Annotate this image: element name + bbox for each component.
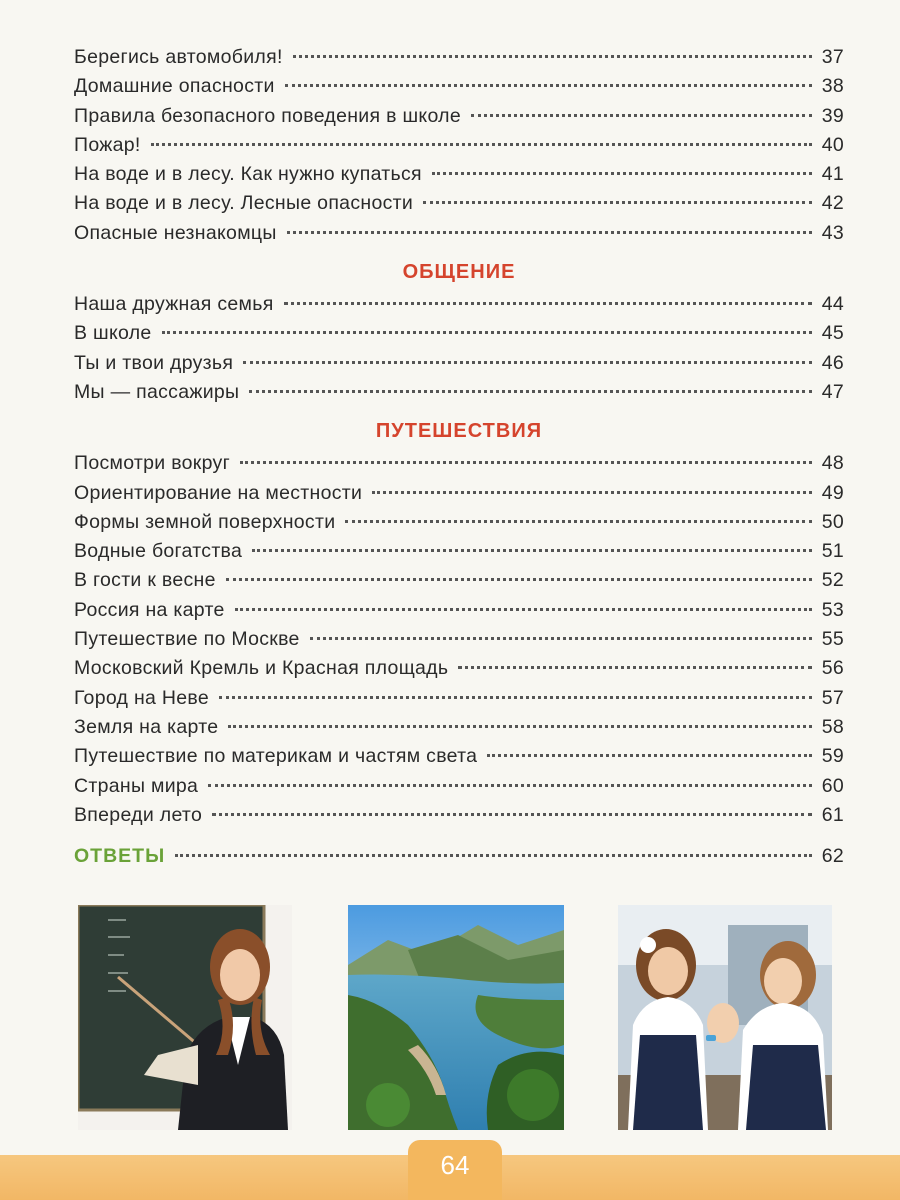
dot-leader xyxy=(293,55,812,58)
section-heading-communication: ОБЩЕНИЕ xyxy=(402,261,516,284)
toc-entry-title: В гости к весне xyxy=(74,569,216,592)
dot-leader xyxy=(212,813,812,816)
toc-entry-page: 58 xyxy=(821,715,844,738)
toc-entry[interactable] xyxy=(74,75,844,104)
toc-entry-page: 62 xyxy=(821,845,844,868)
toc-entry-page: 39 xyxy=(821,104,844,127)
toc-entry-page: 55 xyxy=(821,628,844,651)
toc-entry-title: Опасные незнакомцы xyxy=(74,221,277,244)
dot-leader xyxy=(219,696,812,699)
toc-entry-title: Путешествие по Москве xyxy=(74,628,300,651)
toc-entry[interactable] xyxy=(74,482,844,511)
toc-entry-title: В школе xyxy=(74,322,152,345)
toc-group-communication xyxy=(74,293,844,410)
dot-leader xyxy=(226,578,812,581)
toc-entry[interactable] xyxy=(74,46,844,75)
toc-entry-title: Правила безопасного поведения в школе xyxy=(74,104,461,127)
schoolgirls-photo xyxy=(618,905,832,1130)
toc-entry-page: 48 xyxy=(821,452,844,475)
teacher-photo xyxy=(78,905,292,1130)
toc-entry-page: 37 xyxy=(821,46,844,68)
toc-entry[interactable] xyxy=(74,134,844,163)
dot-leader xyxy=(208,784,812,787)
toc-entry[interactable] xyxy=(74,192,844,221)
dot-leader xyxy=(240,461,812,464)
toc-entry-title: Путешествие по материкам и частям света xyxy=(74,745,478,768)
dot-leader xyxy=(151,143,812,146)
toc-entry-title: Город на Неве xyxy=(74,686,210,709)
dot-leader xyxy=(423,201,812,204)
toc-entry-title: Пожар! xyxy=(74,133,141,156)
toc-entry-title: Земля на карте xyxy=(74,715,219,738)
toc-entry-page: 56 xyxy=(821,657,844,680)
toc-entry[interactable] xyxy=(74,352,844,381)
river-landscape-photo xyxy=(348,905,564,1130)
dot-leader xyxy=(285,84,812,87)
toc-entry[interactable] xyxy=(74,657,844,686)
dot-leader xyxy=(243,361,812,364)
dot-leader xyxy=(458,666,812,669)
dot-leader xyxy=(175,854,812,857)
toc-entry-page: 52 xyxy=(821,569,844,592)
dot-leader xyxy=(487,754,812,757)
toc-entry[interactable] xyxy=(74,687,844,716)
toc-entry-page: 44 xyxy=(821,293,844,316)
toc-entry-page: 43 xyxy=(821,221,844,244)
toc-entry-page: 50 xyxy=(821,510,844,533)
toc-entry-page: 42 xyxy=(821,192,844,215)
toc-entry-page: 46 xyxy=(821,351,844,374)
toc-entry[interactable] xyxy=(74,775,844,804)
toc-entry-page: 60 xyxy=(821,774,844,797)
toc-entry-page: 38 xyxy=(821,75,844,98)
dot-leader xyxy=(162,331,812,334)
toc-entry[interactable] xyxy=(74,569,844,598)
toc-entry-page: 59 xyxy=(821,745,844,768)
toc-entry-page: 61 xyxy=(821,803,844,826)
toc-entry[interactable] xyxy=(74,599,844,628)
dot-leader xyxy=(287,231,812,234)
toc-entry-page: 40 xyxy=(821,133,844,156)
dot-leader xyxy=(471,114,812,117)
dot-leader xyxy=(228,725,812,728)
toc-entry-title: Домашние опасности xyxy=(74,75,275,98)
dot-leader xyxy=(249,390,812,393)
toc-entry-title: Россия на карте xyxy=(74,598,225,621)
toc-entry-page: 51 xyxy=(821,540,844,563)
toc-entry-title: Формы земной поверхности xyxy=(74,510,336,533)
toc-entry-answers[interactable] xyxy=(74,845,844,874)
toc-group-travel xyxy=(74,452,844,833)
dot-leader xyxy=(345,520,812,523)
toc-entry-title: ОТВЕТЫ xyxy=(74,845,166,868)
toc-entry[interactable] xyxy=(74,452,844,481)
toc-group-safety xyxy=(74,46,844,251)
toc-entry-title: Наша дружная семья xyxy=(74,293,274,316)
toc-entry[interactable] xyxy=(74,628,844,657)
dot-leader xyxy=(310,637,812,640)
toc-entry[interactable] xyxy=(74,293,844,322)
toc-entry-title: Московский Кремль и Красная площадь xyxy=(74,657,449,680)
toc-entry-title: Страны мира xyxy=(74,774,199,797)
photo-strip xyxy=(78,905,832,1130)
toc-entry-page: 57 xyxy=(821,686,844,709)
toc-entry[interactable] xyxy=(74,381,844,410)
toc-entry-page: 49 xyxy=(821,481,844,504)
toc-entry-title: Ориентирование на местности xyxy=(74,481,363,504)
toc-entry-title: На воде и в лесу. Как нужно купаться xyxy=(74,163,422,186)
table-of-contents xyxy=(74,46,844,874)
toc-entry[interactable] xyxy=(74,105,844,134)
toc-entry-page: 45 xyxy=(821,322,844,345)
toc-entry-title: Посмотри вокруг xyxy=(74,452,231,475)
dot-leader xyxy=(252,549,812,552)
toc-entry[interactable] xyxy=(74,222,844,251)
toc-entry[interactable] xyxy=(74,511,844,540)
toc-entry-title: Мы — пассажиры xyxy=(74,380,240,403)
toc-entry[interactable] xyxy=(74,322,844,351)
toc-entry-title: На воде и в лесу. Лесные опасности xyxy=(74,192,414,215)
section-heading-travel: ПУТЕШЕСТВИЯ xyxy=(375,420,543,443)
dot-leader xyxy=(432,172,812,175)
toc-entry-title: Водные богатства xyxy=(74,540,243,563)
toc-entry-page: 47 xyxy=(821,380,844,403)
toc-entry[interactable] xyxy=(74,745,844,774)
toc-entry[interactable] xyxy=(74,163,844,192)
dot-leader xyxy=(235,608,812,611)
toc-entry-title: Впереди лето xyxy=(74,803,203,826)
dot-leader xyxy=(284,302,812,305)
toc-entry[interactable] xyxy=(74,804,844,833)
page-number: 64 xyxy=(408,1140,502,1200)
toc-entry[interactable] xyxy=(74,716,844,745)
toc-entry-page: 53 xyxy=(821,598,844,621)
toc-entry-page: 41 xyxy=(821,163,844,186)
toc-entry-title: Берегись автомобиля! xyxy=(74,46,283,68)
dot-leader xyxy=(372,491,812,494)
toc-entry[interactable] xyxy=(74,540,844,569)
toc-entry-title: Ты и твои друзья xyxy=(74,351,234,374)
